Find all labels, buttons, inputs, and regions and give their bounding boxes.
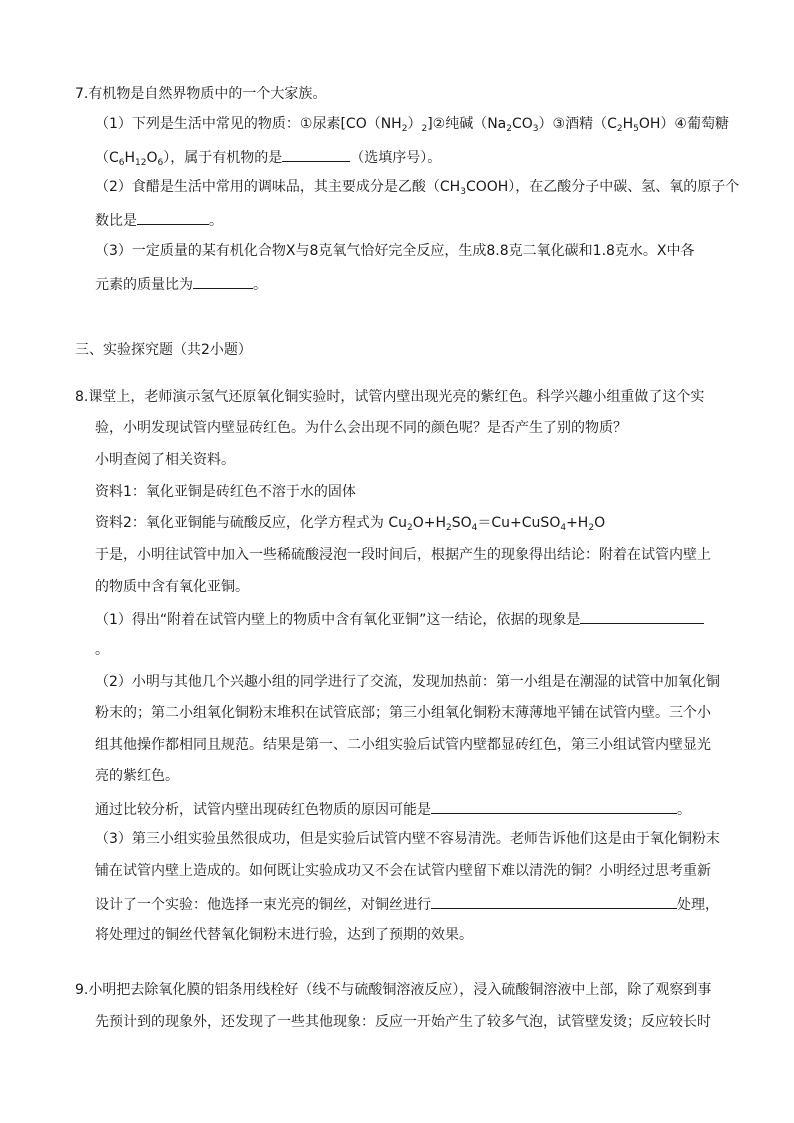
q8-part3-line4: 将处理过的铜丝代替氧化铜粉末进行验，达到了预期的效果。 xyxy=(95,927,473,943)
q7-part1-line1: （1）下列是生活中常见的物质：①尿素$[CO(NH_2)_2]②$纯碱$(Na_2CO_3)③$酒精$(C_2H_5OH)④$葡萄糖 xyxy=(95,116,729,134)
q9-line1: 9.小明把去除氧化膜的铝条用线栓好（线不与硫酸铜溶液反应），浸入硫酸铜溶液中上部，除了观察到事 xyxy=(75,982,712,998)
q7-part1-answer-blank[interactable] xyxy=(282,146,350,162)
q7-part1-line2: $(C_6H_{12}O_6)$，属于有机物的是 （选填序号）。 xyxy=(95,146,441,166)
q7-part2-answer-blank[interactable] xyxy=(137,209,209,225)
q8-line3: 小明查阅了相关资料。 xyxy=(95,452,235,468)
q8-part1-line1: （1）得出“附着在试管内壁上的物质中含有氧化亚铜”这一结论，依据的现象是 xyxy=(95,608,704,628)
q7-part3-line2: 元素的质量比为 。 xyxy=(95,273,267,293)
q8-part3-question: 设计了一个实验：他选择一束光亮的铜丝，对铜丝进行 处理， xyxy=(95,893,719,913)
q8-part2-line2: 粉末的；第二小组氧化铜粉末堆积在试管底部；第三小组氧化铜粉末薄薄地平铺在试管内壁。三个小 xyxy=(95,705,711,721)
q8-line7: 的物质中含有氧化亚铜。 xyxy=(95,579,249,595)
q8-part3-answer-blank[interactable] xyxy=(431,893,677,909)
q8-part2-answer-blank[interactable] xyxy=(431,798,677,814)
q8-line1: 8.课堂上，老师演示氢气还原氧化铜实验时，试管内壁出现光亮的紫红色。科学兴趣小组重做了这个实 xyxy=(75,389,705,405)
q7-part2-line1: （2）食醋是生活中常用的调味品，其主要成分是乙酸$(CH_3COOH)$，在乙酸分子中碳、氢、氧的原子个 xyxy=(95,179,740,197)
q8-material1: 资料1：氧化亚铜是砖红色不溶于水的固体 xyxy=(95,484,356,500)
section-heading: 三、实验探究题（共2小题） xyxy=(75,342,252,358)
q8-part3-line1: （3）第三小组实验虽然很成功，但是实验后试管内壁不容易清洗。老师告诉他们这是由于氧化铜粉末 xyxy=(95,831,720,847)
q8-material2: 资料2：氧化亚铜能与硫酸反应，化学方程式为 $Cu_2O+H_2SO_4=Cu+CuSO_4+H_2O$ xyxy=(95,515,606,533)
q7-part3-line1: （3）一定质量的某有机化合物X与8克氧气恰好完全反应，生成8.8克二氧化碳和1.8克水。X中各 xyxy=(95,243,695,259)
q8-line2: 验，小明发现试管内壁显砖红色。为什么会出现不同的颜色呢？是否产生了别的物质？ xyxy=(95,420,627,436)
q7-part3-answer-blank[interactable] xyxy=(193,273,253,289)
q8-line6: 于是，小明往试管中加入一些稀硫酸浸泡一段时间后，根据产生的现象得出结论：附着在试管内壁上 xyxy=(95,547,711,563)
q8-part1-answer-blank[interactable] xyxy=(580,608,704,624)
q8-part3-line2: 铺在试管内壁上造成的。如何既让实验成功又不会在试管内壁留下难以清洗的铜？小明经过思考重新 xyxy=(95,863,711,879)
q8-part2-line3: 组其他操作都相同且规范。结果是第一、二小组实验后试管内壁都显砖红色，第三小组试管内壁显光 xyxy=(95,737,711,753)
q7-part2-line2: 数比是 。 xyxy=(95,209,223,229)
q8-part1-line2: 。 xyxy=(95,642,109,658)
q7-stem: 7.有机物是自然界物质中的一个大家族。 xyxy=(75,86,327,102)
q8-part2-line4: 亮的紫红色。 xyxy=(95,768,179,784)
q9-line2: 先预计到的现象外，还发现了一些其他现象：反应一开始产生了较多气泡，试管壁发烫；反应较长时 xyxy=(95,1014,711,1030)
q8-part2-line1: （2）小明与其他几个兴趣小组的同学进行了交流，发现加热前：第一小组是在潮湿的试管中加氧化铜 xyxy=(95,674,720,690)
q8-part2-question: 通过比较分析，试管内壁出现砖红色物质的原因可能是 。 xyxy=(95,798,691,818)
